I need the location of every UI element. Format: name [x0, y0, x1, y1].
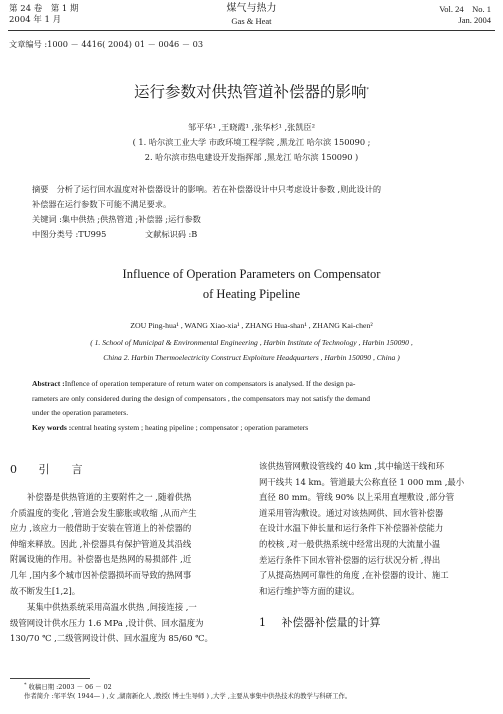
section-0-title: 引 言 [38, 463, 83, 476]
left-p1-line: 故不断发生[1,2]。 [10, 585, 81, 596]
left-p1-line: 附属设施的作用。补偿器也是热网的易损部件 ,近 [10, 554, 192, 565]
left-paragraph-2 [10, 600, 242, 647]
left-p1-line: 几年 ,国内多个城市因补偿器损坏而导致的热网事 [10, 569, 192, 580]
right-p1-line: 和运行维护等方面的建议。 [259, 585, 360, 596]
date-en: Jan. 2004 [458, 15, 491, 25]
date-cn: 2004 年 1 月 [9, 15, 62, 25]
authors-cn: 邹平华¹ ,王晓霞¹ ,张华杉¹ ,张凯臣² [188, 122, 315, 132]
footnote-received-text: 收稿日期 :2003 － 06 － 02 [28, 683, 112, 691]
left-p1-line: 补偿器是供热管道的主要附件之一 ,随着供热 [27, 492, 192, 502]
affiliation-cn-2: 2. 哈尔滨市热电建设开发指挥部 ,黑龙江 哈尔滨 150090 ) [144, 152, 359, 162]
abstract-en-line-1-text: Inflence of operation temperature of return water on compensators is analysed. If the design pa- [64, 379, 356, 388]
abstract-en [32, 377, 476, 435]
right-p1-line: 道采用管沟敷设。通过对该热网供、回水管补偿器 [259, 507, 444, 518]
section-0-number: 0 [10, 463, 17, 476]
right-p1-line: 在设计水温下伸长量和运行条件下补偿器补偿能力 [259, 523, 444, 534]
footnote-author-bio: 作者简介 :邹平华( 1944— ) ,女 ,湖南新化人 ,教授( 博士生导师 ) ,大学 ,主要从事集中供热技术的教学与科研工作。 [24, 691, 352, 700]
title-en-line-1: Influence of Operation Parameters on Compensator [122, 267, 381, 281]
abstract-en-line-1 [32, 377, 476, 392]
title-cn-text: 运行参数对供热管道补偿器的影响 [133, 83, 367, 101]
keywords-en [32, 421, 476, 436]
right-paragraph-1 [259, 459, 495, 599]
keywords-cn: 关键词 :集中供热 ;供热管道 ;补偿器 ;运行参数 [32, 214, 201, 224]
footnote [24, 683, 351, 700]
left-p2-line: 级管网设计供水压力 1.6 MPa ,设计供、回水温度为 [10, 617, 204, 628]
document-code: 文献标识码 :B [145, 229, 198, 239]
section-1-heading [259, 614, 381, 630]
right-p1-line: 的校核 ,对一般供热系统中经常出现的大流量小温 [259, 538, 441, 549]
volume-issue-cn: 第 24 卷 第 1 期 [9, 4, 79, 14]
left-p2-line: 某集中供热系统采用高温水供热 ,间接连接 ,一 [27, 602, 197, 612]
abstract-cn-line-1: 摘要 分析了运行回水温度对补偿器设计的影响。若在补偿器设计中只考虑设计参数 ,则此设计的 [32, 184, 382, 194]
right-p1-line: 该供热管网敷设管线约 40 km ,其中输送干线和环 [259, 461, 445, 471]
section-1-number: 1 [259, 616, 266, 629]
keywords-en-label: Key words : [32, 422, 72, 432]
section-0-heading [10, 461, 83, 477]
left-p1-line: 应力 ,该应力一般借助于安装在管道上的补偿器的 [10, 523, 192, 534]
classification-code: 中图分类号 :TU995 [32, 229, 107, 239]
header-rule [8, 30, 495, 31]
right-p1-line: 了从提高热网可靠性的角度 ,在补偿器的设计、施工 [259, 570, 449, 581]
article-number: 文章编号 :1000 － 4416( 2004) 01 － 0046 － 03 [9, 39, 204, 49]
right-p1-line: 网干线共 14 km。管道最大公称直径 1 000 mm ,最小 [259, 476, 465, 487]
section-1-title: 补偿器补偿量的计算 [281, 616, 381, 629]
title-en-line-2: of Heating Pipeline [202, 287, 301, 301]
title-footnote-mark: * [366, 86, 369, 93]
footnote-received [24, 683, 351, 692]
keywords-en-text: central heating system ; heating pipeline ; compensator ; operation parameters [71, 422, 309, 432]
left-p1-line: 伸缩来释放。因此 ,补偿器具有保护管道及其沿线 [10, 538, 192, 549]
title-cn [0, 80, 503, 102]
authors-en: ZOU Ping-hua¹ , WANG Xiao-xia¹ , ZHANG Hua-shan¹ , ZHANG Kai-chen² [130, 321, 373, 330]
right-p1-line: 差运行条件下回水管补偿器的运行状况分析 ,得出 [259, 554, 441, 565]
footnote-rule [10, 678, 90, 679]
volume-issue-en: Vol. 24 No. 1 [439, 4, 491, 14]
journal-name-cn: 煤气与热力 [226, 3, 277, 14]
left-p2-line: 130/70 ℃ ,二级管网设计供、回水温度为 85/60 ℃。 [10, 633, 213, 644]
left-paragraph-1 [10, 490, 242, 599]
affiliation-en-2: China 2. Harbin Thermoelectricity Construct Exploiture Headquarters , Harbin 150090 , China ) [103, 353, 400, 362]
affiliation-en-1: ( 1. School of Municipal & Environmental Engineering , Harbin Institute of Technology , Harbin 150090 , [90, 338, 413, 347]
footnote-mark: * [24, 681, 27, 688]
abstract-en-label: Abstract : [32, 379, 65, 388]
right-p1-line: 直径 80 mm。管线 90% 以上采用直埋敷设 ,部分管 [259, 492, 455, 503]
left-p1-line: 介质温度的变化 ,管道会发生膨胀或收缩 ,从而产生 [10, 507, 197, 518]
abstract-cn-line-2: 补偿器在运行参数下可能不满足要求。 [32, 199, 172, 209]
journal-name-en: Gas & Heat [231, 16, 272, 26]
abstract-en-line-2: rameters are only considered during the design of compensators , the compensators may not satisfy the demand [32, 393, 371, 403]
abstract-en-line-3: under the operation parameters. [32, 408, 129, 417]
affiliation-cn-1: ( 1. 哈尔滨工业大学 市政环境工程学院 ,黑龙江 哈尔滨 150090 ; [132, 137, 371, 147]
